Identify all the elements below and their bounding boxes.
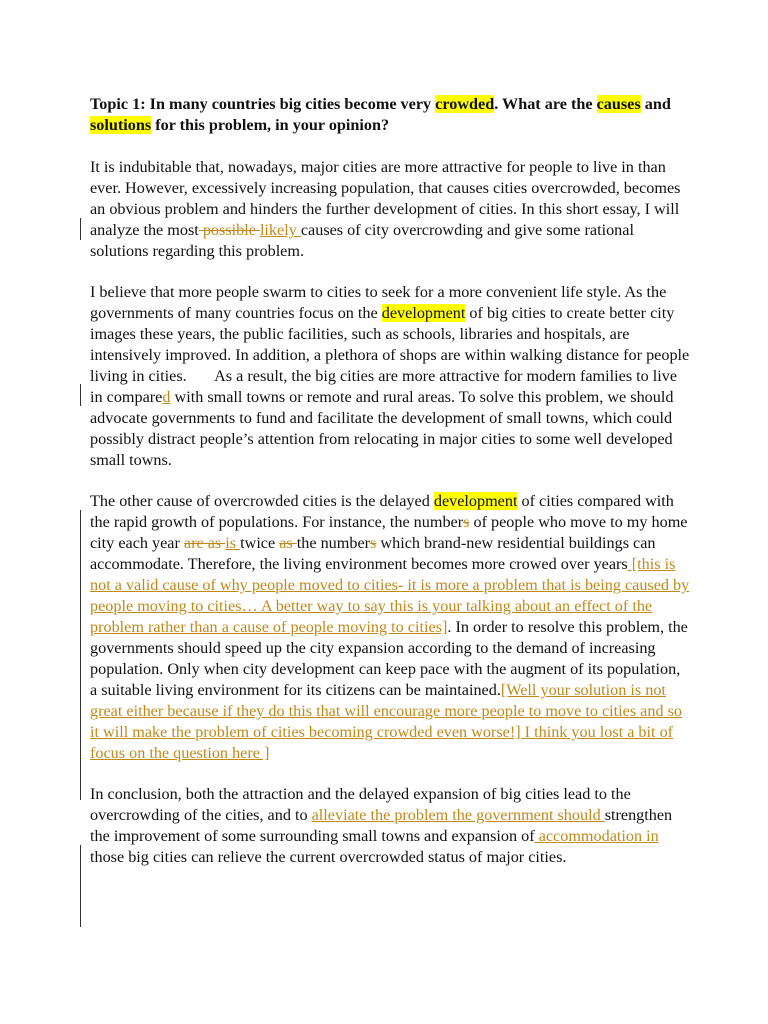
inserted-text: d [162, 388, 171, 406]
text-run: which brand-new residential buildings can accommodate. Therefore, the living environment becomes more crowed over years [90, 534, 656, 573]
paragraph-introduction [90, 157, 690, 262]
paragraph-first-cause [90, 282, 690, 471]
deleted-text: s [463, 513, 470, 531]
text-run: causes of city overcrowding and give some rational solutions regarding this problem. [90, 221, 634, 260]
essay-body [90, 94, 690, 888]
inserted-text: [this is not a valid cause of why people moved to cities- it is more a problem that is being caused by people moving to cities… A better way to say this is your talking about an effect of the problem rather than a cause of people moving to cities] [90, 555, 690, 636]
text-run: those big cities can relieve the current overcrowded status of major cities. [90, 848, 567, 866]
inserted-text: alleviate the problem the government should [311, 806, 605, 824]
inserted-text: is [225, 534, 241, 552]
text-run: Topic 1: In many countries big cities become very [90, 95, 436, 113]
paragraph-second-cause [90, 491, 690, 764]
paragraph-conclusion [90, 784, 690, 868]
text-run: . In order to resolve this problem, the governments should speed up the city expansion according to the demand of increasing population. Only when city development can keep pace with the augment of its population, a suitable living environment for its citizens can be maintained. [90, 618, 688, 699]
deleted-text: s [370, 534, 377, 552]
text-run: of cities compared with the rapid growth of populations. For instance, the number [90, 492, 674, 531]
inserted-text: accommodation in [538, 827, 659, 845]
inserted-text: [Well your solution is not great either because if they do this that will encourage more people to move to cities and so it will make the problem of cities becoming crowded even worse!] I think you lost a bit of focus on the question here ] [90, 681, 682, 762]
text-run: strengthen the improvement of some surrounding small towns and expansion of [90, 806, 673, 845]
essay-title [90, 94, 690, 136]
deleted-text: possible [198, 221, 260, 239]
text-run: The other cause of overcrowded cities is the delayed [90, 492, 434, 510]
change-bar [80, 218, 81, 240]
highlighted-text: crowded [435, 95, 495, 113]
highlighted-text: causes [596, 95, 641, 113]
text-run: of people who move to my home city each year [90, 513, 688, 552]
text-run: It is indubitable that, nowadays, major cities are more attractive for people to live in than ever. However, excessively increasing population, that causes cities overcrowded, becomes an obvious problem and hinders the further development of cities. In this short essay, I will analyze the most [90, 158, 681, 239]
text-run: of big cities to create better city images these years, the public facilities, such as schools, libraries and hospitals, are intensively improved. In addition, a plethora of shops are within walking distance for people living in cities. As a result, the big cities are more attractive for modern families to live in compare [90, 304, 690, 406]
text-run: with small towns or remote and rural areas. To solve this problem, we should advocate governments to fund and facilitate the development of small towns, which could possibly distract people’s attention from relocating in major cities to some well developed small towns. [90, 388, 674, 469]
highlighted-text: solutions [90, 116, 152, 134]
text-run: I believe that more people swarm to cities to seek for a more convenient life style. As the governments of many countries focus on the [90, 283, 667, 322]
highlighted-text: development [433, 492, 518, 510]
inserted-text: likely [259, 221, 301, 239]
highlighted-text: development [381, 304, 466, 322]
change-bar [80, 384, 81, 406]
text-run: . What are the [494, 95, 597, 113]
text-run: for this problem, in your opinion? [151, 116, 390, 134]
change-bar [80, 845, 81, 927]
deleted-text: are as [183, 534, 226, 552]
text-run: In conclusion, both the attraction and the delayed expansion of big cities lead to the overcrowding of the cities, and to [90, 785, 631, 824]
change-bar [80, 510, 81, 800]
deleted-text: as [279, 534, 297, 552]
text-run: twice [240, 534, 280, 552]
text-run: and [640, 95, 671, 113]
text-run: the number [296, 534, 371, 552]
